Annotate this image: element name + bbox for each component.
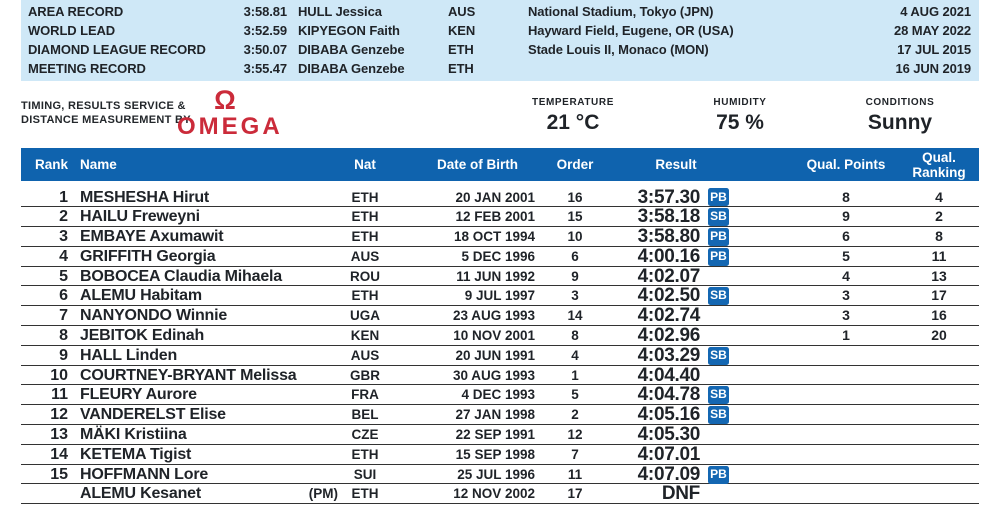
- ranking-cell: 4: [935, 188, 943, 205]
- result-time: 3:57.30: [637, 186, 700, 208]
- result-badge: SB: [708, 406, 729, 424]
- result-time: 4:02.96: [637, 325, 700, 347]
- table-row: [21, 306, 979, 326]
- result-cell: [615, 445, 737, 465]
- rank-cell: 9: [59, 346, 68, 364]
- result-cell: [615, 465, 737, 485]
- table-row: [21, 385, 979, 405]
- athlete-name: ALEMU Habitam: [80, 287, 202, 305]
- order-cell: 16: [567, 189, 583, 205]
- header-cell-dob: Date of Birth: [437, 157, 518, 172]
- points-cell: 3: [842, 287, 850, 304]
- name-cell: [68, 188, 340, 208]
- result-cell: [615, 484, 737, 504]
- athlete-name: COURTNEY-BRYANT Melissa: [80, 366, 297, 384]
- ranking-cell: 16: [931, 307, 947, 324]
- header-cell-points: Qual. Points: [806, 157, 886, 172]
- points-cell: 3: [842, 307, 850, 324]
- name-cell: [68, 306, 340, 326]
- nat-cell: ETH: [351, 229, 379, 245]
- name-cell: [68, 247, 340, 267]
- table-row: [21, 207, 979, 227]
- header-cell-order: Order: [556, 157, 594, 172]
- result-time: DNF: [661, 483, 700, 505]
- result-time: 3:58.18: [637, 206, 700, 228]
- result-cell: [615, 188, 737, 208]
- conditions-label: CONDITIONS: [865, 97, 935, 108]
- rank-cell: 14: [50, 445, 68, 463]
- dob-cell: 20 JUN 1991: [455, 347, 535, 363]
- header-cell-nat: Nat: [354, 157, 376, 172]
- nat-cell: ETH: [351, 288, 379, 304]
- record-mark: 3:58.81: [243, 4, 287, 19]
- result-cell: [615, 346, 737, 366]
- ranking-cell: 2: [935, 208, 943, 225]
- nat-cell: ETH: [351, 189, 379, 205]
- name-cell: [68, 207, 340, 227]
- humidity-label: HUMIDITY: [713, 97, 767, 108]
- name-cell: [68, 286, 340, 306]
- table-row: [21, 405, 979, 425]
- athlete-name: NANYONDO Winnie: [80, 307, 228, 325]
- athlete-name: HOFFMANN Lore: [80, 465, 209, 483]
- name-cell: [68, 465, 340, 485]
- record-athlete: HULL Jessica: [298, 4, 382, 19]
- record-athlete: DIBABA Genzebe: [298, 42, 405, 57]
- athlete-name: HALL Linden: [80, 346, 178, 364]
- omega-wordmark: OMEGA: [177, 113, 283, 140]
- table-row: [21, 425, 979, 445]
- table-row: [21, 346, 979, 366]
- table-row: [21, 366, 979, 386]
- ranking-cell: 8: [935, 228, 943, 245]
- order-cell: 8: [571, 328, 579, 344]
- result-time: 3:58.80: [637, 226, 700, 248]
- table-row: [21, 465, 979, 485]
- nat-cell: ETH: [351, 209, 379, 225]
- dob-cell: 12 FEB 2001: [455, 209, 535, 225]
- record-venue: [528, 59, 841, 78]
- humidity-block: [667, 97, 813, 134]
- athlete-name: JEBITOK Edinah: [80, 327, 205, 345]
- dob-cell: 9 JUL 1997: [464, 288, 535, 304]
- nat-cell: AUS: [350, 347, 380, 363]
- result-cell: [615, 385, 737, 405]
- result-time: 4:05.16: [637, 404, 700, 426]
- table-row: [21, 445, 979, 465]
- rank-cell: 4: [59, 247, 68, 265]
- athlete-name: HAILU Freweyni: [80, 208, 200, 226]
- header-cell-rank: Rank: [34, 157, 68, 172]
- name-cell: [68, 484, 340, 504]
- nat-cell: SUI: [353, 466, 377, 482]
- rank-cell: 8: [59, 327, 68, 345]
- record-label: AREA RECORD: [28, 4, 124, 19]
- points-cell: 5: [842, 247, 850, 264]
- result-time: 4:00.16: [637, 245, 700, 267]
- header-cell-name: Name: [80, 157, 117, 172]
- record-date: 16 JUN 2019: [895, 61, 971, 76]
- ranking-cell: 13: [931, 267, 947, 284]
- name-cell: [68, 445, 340, 465]
- dob-cell: 20 JAN 2001: [455, 189, 535, 205]
- records-panel: [21, 0, 979, 81]
- points-cell: 4: [842, 267, 850, 284]
- record-date: 28 MAY 2022: [894, 23, 971, 38]
- record-row: [21, 21, 971, 40]
- athlete-name: BOBOCEA Claudia Mihaela: [80, 267, 282, 285]
- record-athlete: KIPYEGON Faith: [298, 23, 400, 38]
- order-cell: 3: [571, 288, 579, 304]
- result-time: 4:05.30: [637, 424, 700, 446]
- result-cell: [615, 306, 737, 326]
- table-row: [21, 188, 979, 208]
- result-badge: SB: [708, 208, 729, 226]
- result-time: 4:02.07: [637, 265, 700, 287]
- record-date: 4 AUG 2021: [900, 4, 971, 19]
- rank-cell: 11: [51, 386, 68, 404]
- result-cell: [615, 405, 737, 425]
- order-cell: 1: [571, 367, 579, 383]
- timing-credit-line2: DISTANCE MEASUREMENT BY: [21, 114, 191, 126]
- record-venue: National Stadium, Tokyo (JPN): [528, 4, 714, 19]
- record-venue: Stade Louis II, Monaco (MON): [528, 42, 709, 57]
- ranking-cell: 17: [931, 287, 947, 304]
- result-cell: [615, 247, 737, 267]
- points-cell: 9: [842, 208, 850, 225]
- nat-cell: UGA: [350, 308, 380, 324]
- name-cell: [68, 385, 340, 405]
- table-row: [21, 484, 979, 504]
- order-cell: 11: [567, 466, 583, 482]
- athlete-name: EMBAYE Axumawit: [80, 228, 224, 246]
- temperature-label: TEMPERATURE: [532, 97, 614, 108]
- nat-cell: KEN: [350, 328, 380, 344]
- result-cell: [615, 326, 737, 346]
- ranking-cell: 11: [931, 247, 947, 264]
- dob-cell: 10 NOV 2001: [453, 328, 535, 344]
- rank-cell: 2: [59, 208, 68, 226]
- record-date: 17 JUL 2015: [897, 42, 971, 57]
- result-cell: [615, 207, 737, 227]
- dob-cell: 30 AUG 1993: [452, 367, 535, 383]
- result-badge: SB: [708, 386, 729, 404]
- result-time: 4:07.09: [637, 463, 700, 485]
- table-row: [21, 326, 979, 346]
- omega-logo: [177, 85, 283, 140]
- athlete-name: MESHESHA Hirut: [80, 188, 210, 206]
- record-label: WORLD LEAD: [28, 23, 116, 38]
- order-cell: 14: [567, 308, 583, 324]
- dob-cell: 22 SEP 1991: [455, 427, 535, 443]
- nat-cell: ROU: [350, 268, 380, 284]
- omega-symbol-icon: Ω: [214, 85, 236, 115]
- dob-cell: 23 AUG 1993: [452, 308, 535, 324]
- dob-cell: 11 JUN 1992: [456, 268, 535, 284]
- dob-cell: 25 JUL 1996: [457, 466, 535, 482]
- result-cell: [615, 227, 737, 247]
- rank-cell: 1: [59, 188, 68, 206]
- results-table-body: [21, 181, 979, 504]
- name-cell: [68, 346, 340, 366]
- timing-credit: [21, 99, 191, 127]
- ranking-cell: 20: [931, 327, 947, 344]
- athlete-name: KETEMA Tigist: [80, 445, 192, 463]
- record-label: DIAMOND LEAGUE RECORD: [28, 42, 206, 57]
- rank-cell: 7: [59, 307, 68, 325]
- rank-cell: 13: [50, 426, 68, 444]
- result-badge: PB: [708, 188, 729, 206]
- athlete-name: MÄKI Kristiina: [80, 426, 187, 444]
- dob-cell: 12 NOV 2002: [453, 486, 535, 502]
- record-label: MEETING RECORD: [28, 61, 146, 76]
- record-nat: KEN: [448, 23, 476, 38]
- result-cell: [615, 286, 737, 306]
- result-badge: PB: [708, 248, 729, 266]
- timing-credit-line1: TIMING, RESULTS SERVICE &: [21, 100, 186, 112]
- result-time: 4:07.01: [637, 443, 700, 465]
- order-cell: 2: [571, 407, 579, 423]
- dob-cell: 18 OCT 1994: [453, 229, 535, 245]
- result-time: 4:02.50: [637, 285, 700, 307]
- dob-cell: 5 DEC 1996: [461, 248, 535, 264]
- order-cell: 9: [571, 268, 579, 284]
- temperature-block: [500, 97, 646, 134]
- name-cell: [68, 366, 340, 386]
- record-row: [21, 2, 971, 21]
- results-header-row: [21, 148, 979, 181]
- dob-cell: 15 SEP 1998: [455, 446, 535, 462]
- humidity-value: 75 %: [716, 111, 764, 134]
- table-row: [21, 247, 979, 267]
- table-row: [21, 286, 979, 306]
- result-badge: SB: [708, 287, 729, 305]
- rank-cell: 12: [50, 406, 68, 424]
- name-cell: [68, 326, 340, 346]
- name-cell: [68, 227, 340, 247]
- name-cell: [68, 267, 340, 287]
- rank-cell: 15: [50, 465, 68, 483]
- result-time: 4:04.78: [637, 384, 700, 406]
- conditions-value: Sunny: [867, 111, 933, 134]
- name-cell: [68, 405, 340, 425]
- name-cell: [68, 425, 340, 445]
- result-time: 4:02.74: [637, 305, 700, 327]
- order-cell: 15: [567, 209, 583, 225]
- order-cell: 6: [571, 248, 579, 264]
- record-nat: ETH: [448, 61, 474, 76]
- table-row: [21, 227, 979, 247]
- record-venue: Hayward Field, Eugene, OR (USA): [528, 23, 734, 38]
- result-cell: [615, 267, 737, 287]
- athlete-name: GRIFFITH Georgia: [80, 247, 216, 265]
- nat-cell: GBR: [350, 367, 380, 383]
- result-badge: PB: [708, 228, 729, 246]
- result-cell: [615, 425, 737, 445]
- record-nat: AUS: [448, 4, 476, 19]
- nat-cell: BEL: [351, 407, 379, 423]
- table-row: [21, 267, 979, 287]
- result-badge: PB: [708, 466, 729, 484]
- points-cell: 1: [842, 327, 850, 344]
- order-cell: 17: [567, 486, 583, 502]
- rank-cell: 3: [59, 228, 68, 246]
- athlete-name: VANDERELST Elise: [80, 406, 226, 424]
- record-row: [21, 59, 971, 78]
- conditions-block: [827, 97, 973, 134]
- record-row: [21, 40, 971, 59]
- record-athlete: DIBABA Genzebe: [298, 61, 405, 76]
- rank-cell: 6: [59, 287, 68, 305]
- temperature-value: 21 °C: [546, 111, 600, 134]
- rank-cell: 5: [59, 267, 68, 285]
- rank-cell: 10: [50, 366, 68, 384]
- result-badge: SB: [708, 347, 729, 365]
- order-cell: 10: [567, 229, 583, 245]
- result-cell: [615, 366, 737, 386]
- nat-cell: FRA: [351, 387, 379, 403]
- result-time: 4:04.40: [637, 364, 700, 386]
- header-cell-ranking: Qual. Ranking: [912, 149, 966, 180]
- dob-cell: 4 DEC 1993: [461, 387, 535, 403]
- nat-cell: ETH: [351, 486, 379, 502]
- points-cell: 6: [842, 228, 850, 245]
- order-cell: 12: [567, 427, 583, 443]
- nat-cell: AUS: [350, 248, 380, 264]
- pacemaker-tag: (PM): [308, 486, 338, 502]
- nat-cell: CZE: [351, 427, 379, 443]
- result-time: 4:03.29: [637, 344, 700, 366]
- order-cell: 5: [571, 387, 579, 403]
- nat-cell: ETH: [351, 446, 379, 462]
- order-cell: 7: [571, 446, 579, 462]
- order-cell: 4: [571, 347, 579, 363]
- record-mark: 3:52.59: [243, 23, 287, 38]
- points-cell: 8: [842, 188, 850, 205]
- header-cell-result: Result: [655, 157, 697, 172]
- record-mark: 3:55.47: [243, 61, 287, 76]
- dob-cell: 27 JAN 1998: [455, 407, 535, 423]
- record-mark: 3:50.07: [243, 42, 287, 57]
- record-nat: ETH: [448, 42, 474, 57]
- athlete-name: FLEURY Aurore: [80, 386, 197, 404]
- athlete-name: ALEMU Kesanet: [80, 485, 201, 503]
